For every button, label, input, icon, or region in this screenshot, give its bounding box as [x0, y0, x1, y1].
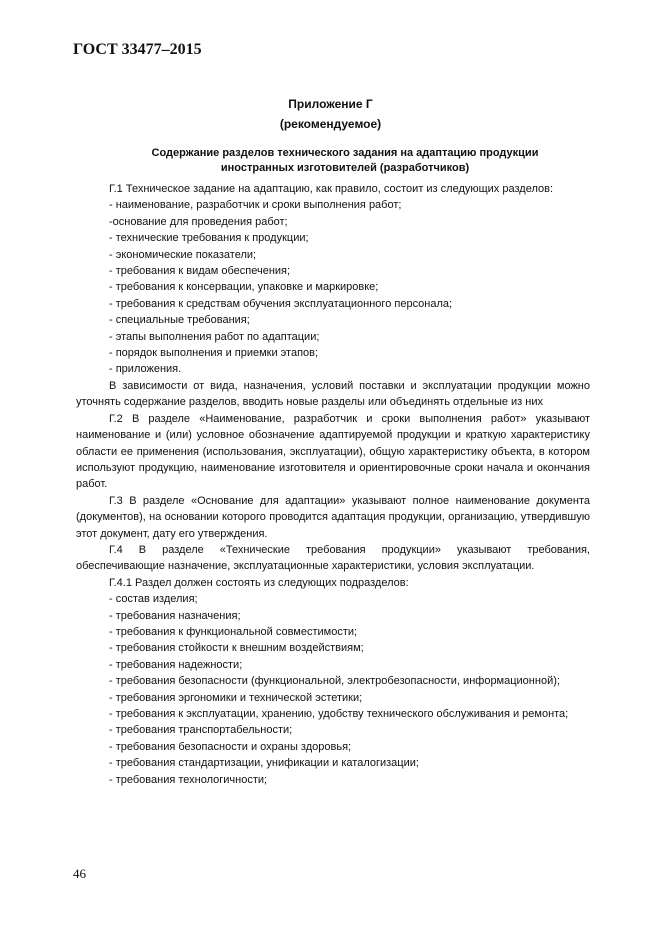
- list-item: - требования технологичности;: [109, 773, 268, 786]
- list-item: - требования транспортабельности;: [109, 724, 293, 737]
- list-item-safety: - требования безопасности (функциональной, электробезопасности, информационной);: [109, 675, 560, 688]
- list-item: - требования безопасности и охраны здоровья;: [109, 740, 352, 753]
- list-item: - требования к видам обеспечения;: [109, 265, 291, 278]
- list-item: - порядок выполнения и приемки этапов;: [109, 347, 319, 360]
- list-item: - требования эргономики и технической эстетики;: [109, 691, 363, 704]
- section-heading-line-2: иностранных изготовителей (разработчиков): [220, 162, 470, 174]
- annex-title: Приложение Г: [288, 97, 373, 111]
- paragraph-g41-intro: Г.4.1 Раздел должен состоять из следующих подразделов:: [109, 576, 409, 589]
- list-item: - требования надежности;: [109, 658, 243, 671]
- list-item: - требования к функциональной совместимости;: [109, 625, 358, 638]
- list-item: - специальные требования;: [109, 314, 250, 327]
- paragraph-g3: Г.3 В разделе «Основание для адаптации» указывают полное наименование документа (документов), на основании которого проводится адаптация продукции, организацию, утвердившую этот документ, дату его утверждения.: [76, 494, 590, 540]
- list-item: - наименование, разработчик и сроки выполнения работ;: [109, 199, 402, 212]
- document-body: [76, 181, 590, 788]
- list-item: - состав изделия;: [109, 593, 198, 606]
- list-item: - требования назначения;: [109, 609, 241, 622]
- paragraph-g2: Г.2 В разделе «Наименование, разработчик и сроки выполнения работ» указывают наименование и (или) условное обозначение адаптируемой продукции и краткую характеристику области ее применения (использования, эксплуатации), общую характеристику объекта, в котором используют продукцию, наименование изготовителя и ориентировочные сроки начала и окончания работ.: [76, 412, 590, 491]
- annex-status: (рекомендуемое): [279, 117, 382, 131]
- paragraph-g4: Г.4 В разделе «Технические требования продукции» указывают требования, обеспечивающие назначение, эксплуатационные характеристики, условия эксплуатации.: [76, 543, 590, 573]
- list-item: - приложения.: [109, 363, 182, 376]
- list-item: - требования стойкости к внешним воздействиям;: [109, 642, 364, 655]
- list-item: - экономические показатели;: [109, 248, 257, 261]
- section-heading: [110, 146, 580, 176]
- list-item: - требования к консервации, упаковке и маркировке;: [109, 281, 379, 294]
- paragraph-g1-intro: Г.1 Техническое задание на адаптацию, как правило, состоит из следующих разделов:: [109, 183, 554, 195]
- document-code: ГОСТ 33477–2015: [73, 41, 202, 58]
- list-item: -основание для проведения работ;: [109, 215, 288, 228]
- list-item: - требования к средствам обучения эксплуатационного персонала;: [109, 297, 453, 310]
- paragraph-g1-note: В зависимости от вида, назначения, условий поставки и эксплуатации продукции можно уточнять содержание разделов, вводить новые разделы или объединять отдельные из них: [76, 379, 590, 409]
- page-number: 46: [73, 866, 86, 881]
- list-item-operation: - требования к эксплуатации, хранению, удобству технического обслуживания и ремонта;: [109, 708, 569, 720]
- section-heading-line-1: Содержание разделов технического задания на адаптацию продукции: [151, 147, 539, 159]
- list-item: - технические требования к продукции;: [109, 232, 309, 245]
- list-item: - этапы выполнения работ по адаптации;: [109, 330, 320, 343]
- list-item: - требования стандартизации, унификации и каталогизации;: [109, 757, 419, 770]
